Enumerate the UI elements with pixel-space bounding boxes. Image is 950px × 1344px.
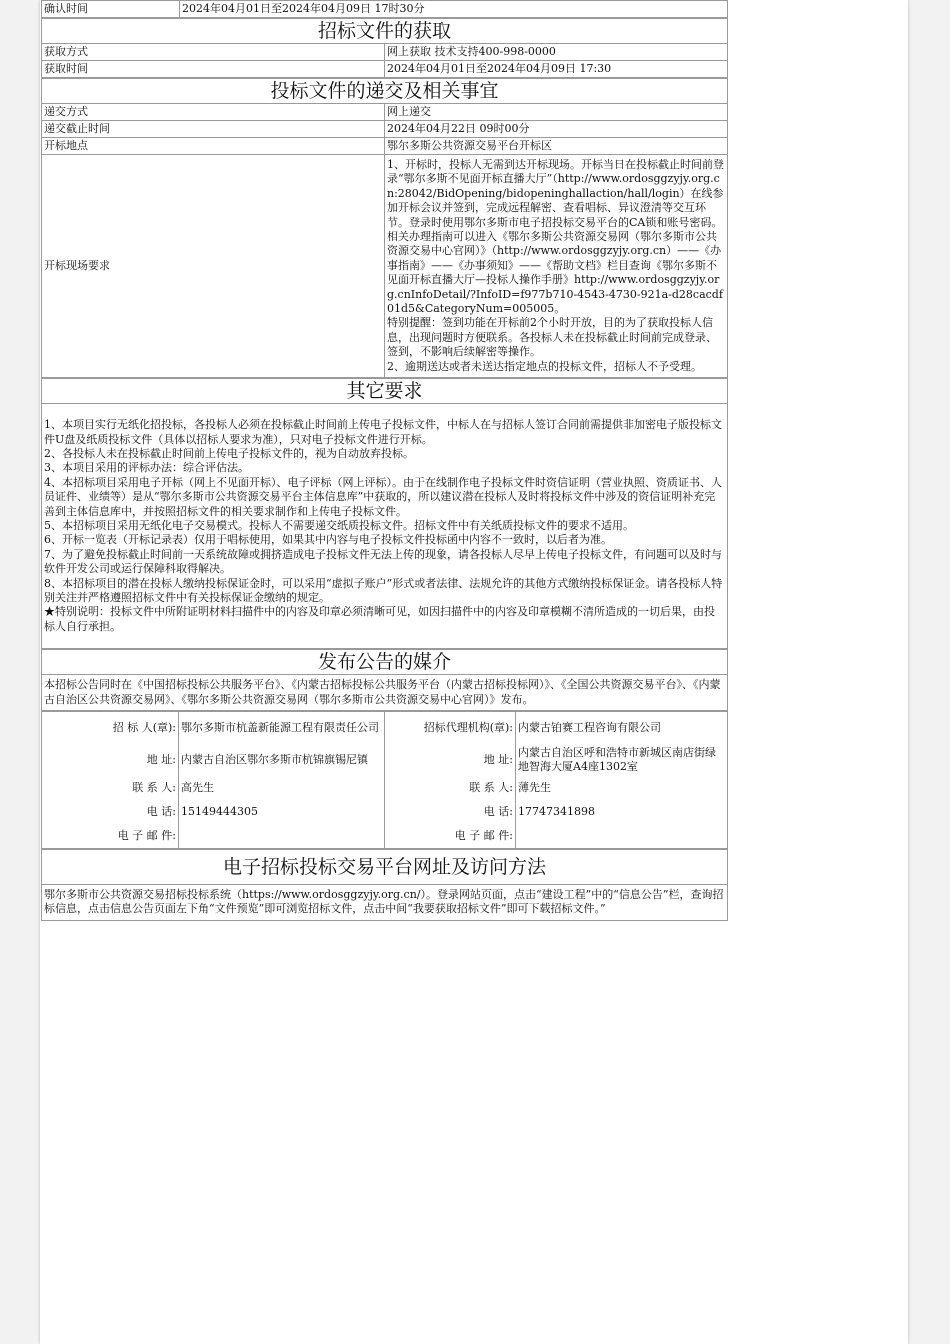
submission-method-label: 递交方式 <box>42 104 385 121</box>
publication-media-table <box>41 649 728 711</box>
acquisition-time-label: 获取时间 <box>42 61 385 78</box>
publication-media-text: 本招标公告同时在《中国招标投标公共服务平台》、《内蒙古招标投标公共服务平台（内蒙古招标投标网）》、《全国公共资源交易平台》、《内蒙古自治区公共资源交易网》、《鄂尔多斯公共资源交易网（鄂尔多斯市公共资源交易中心官网）》发布。 <box>42 675 728 711</box>
section-title-platform-access: 电子招标投标交易平台网址及访问方法 <box>42 850 728 885</box>
tenderer-address-label: 地 址: <box>42 744 179 776</box>
onsite-requirement-2: 2、逾期送达或者未送达指定地点的投标文件，招标人不予受理。 <box>387 359 702 373</box>
requirement-item: 5、本招标项目采用无纸化电子交易模式。投标人不需要递交纸质投标文件。招标文件中有关纸质投标文件的要求不适用。 <box>44 518 634 532</box>
submission-deadline-label: 递交截止时间 <box>42 121 385 138</box>
requirement-item: 2、各投标人未在投标截止时间前上传电子投标文件的，视为自动放弃投标。 <box>44 446 414 460</box>
opening-location-value: 鄂尔多斯公共资源交易平台开标区 <box>385 138 728 155</box>
requirement-item: 1、本项目实行无纸化招投标，各投标人必须在投标截止时间前上传电子投标文件，中标人在与招标人签订合同前需提供非加密电子版投标文件U盘及纸质投标文件（具体以招标人要求为准），只对电子投标文件进行开标。 <box>44 418 722 446</box>
onsite-requirements-text <box>385 155 728 378</box>
platform-access-table <box>41 849 728 921</box>
section-title-acquisition: 招标文件的获取 <box>42 19 728 44</box>
agency-contact-value: 薄先生 <box>516 776 728 800</box>
requirement-item: 3、本项目采用的评标办法：综合评估法。 <box>44 461 249 475</box>
agency-address-value: 内蒙古自治区呼和浩特市新城区南店街绿地智海大厦A4座1302室 <box>516 744 728 776</box>
onsite-special-reminder: 特别提醒：签到功能在开标前2个小时开放，目的为了获取投标人信息，出现问题时方便联系。各投标人未在投标截止时间前完成登录、签到，不影响后续解密等操作。 <box>387 316 717 359</box>
confirm-time-label: 确认时间 <box>42 1 180 18</box>
agency-label: 招标代理机构(章): <box>385 712 516 745</box>
onsite-requirement-1: 1、开标时，投标人无需到达开标现场。开标当日在投标截止时间前登录“鄂尔多斯不见面开标直播大厅”（http://www.ordosggzyjy.org.cn:28042/BidOpening/bidopeninghallaction/hall/login）在线参加开标会议并签到，完成远程解密、查看唱标、异议澄清等交互环节。登录时使用鄂尔多斯市电子招投标交易平台的CA锁和账号密码。相关办理指南可以进入《鄂尔多斯公共资源交易网（鄂尔多斯市公共资源交易中心官网）》（http://www.ordosggzyjy.org.cn）——《办事指南》——《办事须知》——《帮助文档》栏目查询《鄂尔多斯不见面开标直播大厅—投标人操作手册》http://www.ordosggzyjy.org.cnInfoDetail/?InfoID=f977b710-4543-4730-921a-d28cacdf01d5&CategoryNum=005005。 <box>387 158 724 316</box>
special-note: ★特别说明：投标文件中所附证明材料扫描件中的内容及印章必须清晰可见，如因扫描件中的内容及印章模糊不清所造成的一切后果，由投标人自行承担。 <box>44 605 715 633</box>
onsite-requirements-label: 开标现场要求 <box>42 155 385 378</box>
agency-email-label: 电 子 邮 件: <box>385 824 516 849</box>
other-requirements-table <box>41 378 728 649</box>
submission-method-value: 网上递交 <box>385 104 728 121</box>
section-title-other-requirements: 其它要求 <box>42 379 728 404</box>
document-acquisition-table <box>41 18 728 78</box>
tenderer-address-value: 内蒙古自治区鄂尔多斯市杭锦旗锡尼镇 <box>179 744 385 776</box>
requirement-item: 7、为了避免投标截止时间前一天系统故障或拥挤造成电子投标文件无法上传的现象，请各投标人尽早上传电子投标文件，有问题可以及时与软件开发公司或运行保障科取得解决。 <box>44 547 722 576</box>
submission-deadline-value: 2024年04月22日 09时00分 <box>385 121 728 138</box>
section-title-publication-media: 发布公告的媒介 <box>42 650 728 675</box>
tenderer-email-value <box>179 824 385 849</box>
tenderer-phone-value: 15149444305 <box>179 800 385 824</box>
tenderer-contact-value: 高先生 <box>179 776 385 800</box>
tenderer-contact-label: 联 系 人: <box>42 776 179 800</box>
confirm-time-value: 2024年04月01日至2024年04月09日 17时30分 <box>180 1 728 18</box>
contact-info-table <box>41 711 728 849</box>
requirement-item: 6、开标一览表（开标记录表）仅用于唱标使用，如果其中内容与电子投标文件投标函中内容不一致时，以后者为准。 <box>44 533 612 547</box>
section-title-submission: 投标文件的递交及相关事宜 <box>42 79 728 104</box>
tenderer-value: 鄂尔多斯市杭盖新能源工程有限责任公司 <box>179 712 385 745</box>
agency-contact-label: 联 系 人: <box>385 776 516 800</box>
other-requirements-text <box>42 404 728 649</box>
confirm-time-table <box>41 0 728 18</box>
platform-access-text: 鄂尔多斯市公共资源交易招标投标系统（https://www.ordosggzyjy.org.cn/）。登录网站页面，点击“建设工程”中的“信息公告”栏，查询招标信息，点击信息公告页面左下角“文件预览”即可浏览招标文件，点击中间“我要获取招标文件”即可下载招标文件。” <box>42 885 728 921</box>
opening-location-label: 开标地点 <box>42 138 385 155</box>
tenderer-label: 招 标 人(章): <box>42 712 179 745</box>
tenderer-phone-label: 电 话: <box>42 800 179 824</box>
agency-email-value <box>516 824 728 849</box>
agency-phone-label: 电 话: <box>385 800 516 824</box>
bid-submission-table <box>41 78 728 378</box>
requirement-item: 4、本招标项目采用电子开标（网上不见面开标）、电子评标（网上评标）。由于在线制作电子投标文件时资信证明（营业执照、资质证书、人员证件、业绩等）是从“鄂尔多斯市公共资源交易平台主体信息库”中获取的，所以建议潜在投标人及时将投标文件中涉及的资信证明补充完善到主体信息库中，并按照招标文件的相关要求制作和上传电子投标文件。 <box>44 475 722 518</box>
tender-notice-document <box>41 0 728 921</box>
tenderer-email-label: 电 子 邮 件: <box>42 824 179 849</box>
requirement-item: 8、本招标项目的潜在投标人缴纳投标保证金时，可以采用“虚拟子账户”形式或者法律、法规允许的其他方式缴纳投标保证金。请各投标人特别关注并严格遵照招标文件中有关投标保证金缴纳的规定。 <box>44 576 723 604</box>
acquisition-method-label: 获取方式 <box>42 44 385 61</box>
acquisition-method-value: 网上获取 技术支持400-998-0000 <box>385 44 728 61</box>
agency-phone-value: 17747341898 <box>516 800 728 824</box>
acquisition-time-value: 2024年04月01日至2024年04月09日 17:30 <box>385 61 728 78</box>
agency-address-label: 地 址: <box>385 744 516 776</box>
agency-value: 内蒙古铂赛工程咨询有限公司 <box>516 712 728 745</box>
